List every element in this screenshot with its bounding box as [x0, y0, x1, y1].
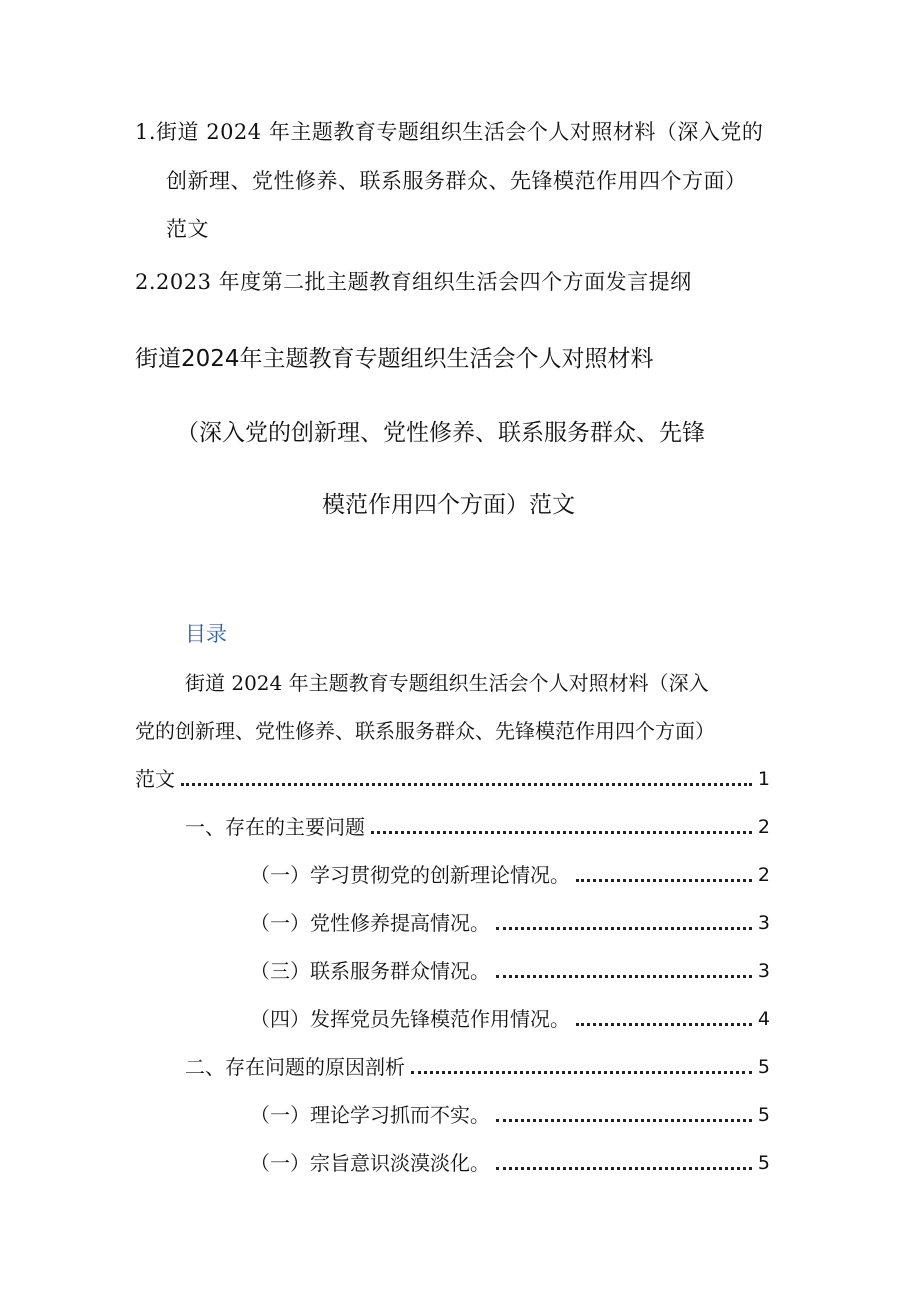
intro-item-1-line-3: 范文 [166, 217, 209, 241]
toc-entry[interactable] [185, 812, 770, 842]
toc-entry-label: （四）发挥党员先锋模范作用情况。 [250, 1007, 570, 1031]
toc-entry-label: 一、存在的主要问题 [185, 815, 365, 839]
toc-dot-leader [181, 782, 752, 786]
toc-entry-label: 二、存在问题的原因剖析 [185, 1055, 405, 1079]
toc-entry[interactable] [250, 908, 770, 938]
toc-heading: 目录 [185, 622, 227, 646]
toc-entry[interactable] [250, 1100, 770, 1130]
toc-entry-label: （一）宗旨意识淡漠淡化。 [250, 1151, 490, 1175]
toc-main-entry-line-3[interactable] [135, 764, 770, 794]
toc-page-number: 2 [757, 816, 770, 838]
toc-entry-label: （三）联系服务群众情况。 [250, 959, 490, 983]
intro-item-1-line-1: 1.街道 2024 年主题教育专题组织生活会个人对照材料（深入党的 [135, 120, 764, 144]
toc-dot-leader [411, 1070, 752, 1074]
toc-dot-leader [371, 830, 752, 834]
toc-entry-label: （一）党性修养提高情况。 [250, 911, 490, 935]
toc-dot-leader [496, 974, 752, 978]
toc-dot-leader [496, 1118, 752, 1122]
toc-entry-label: 范文 [135, 767, 175, 791]
intro-item-2-line-1: 2.2023 年度第二批主题教育组织生活会四个方面发言提纲 [135, 270, 692, 294]
toc-dot-leader [496, 1166, 752, 1170]
toc-page-number: 5 [757, 1056, 770, 1078]
document-title-line-3: 模范作用四个方面）范文 [322, 492, 575, 518]
toc-page-number: 2 [757, 864, 770, 886]
toc-entry[interactable] [250, 860, 770, 890]
toc-page-number: 5 [757, 1104, 770, 1126]
toc-page-number: 3 [757, 912, 770, 934]
toc-entry[interactable] [250, 1148, 770, 1178]
toc-entry-label: （一）学习贯彻党的创新理论情况。 [250, 863, 570, 887]
toc-dot-leader [576, 878, 752, 882]
toc-entry[interactable] [250, 1004, 770, 1034]
toc-page-number: 3 [757, 960, 770, 982]
intro-item-1-line-2: 创新理、党性修养、联系服务群众、先锋模范作用四个方面） [166, 169, 747, 193]
toc-dot-leader [496, 926, 752, 930]
toc-page-number: 5 [757, 1152, 770, 1174]
toc-page-number: 1 [757, 768, 770, 790]
toc-entry-label: （一）理论学习抓而不实。 [250, 1103, 490, 1127]
toc-main-entry-line-1: 街道 2024 年主题教育专题组织生活会个人对照材料（深入 [185, 671, 709, 695]
toc-page-number: 4 [757, 1008, 770, 1030]
toc-entry[interactable] [185, 1052, 770, 1082]
toc-dot-leader [576, 1022, 752, 1026]
document-title-line-1: 街道2024年主题教育专题组织生活会个人对照材料 [135, 346, 654, 372]
toc-main-entry-line-2: 党的创新理、党性修养、联系服务群众、先锋模范作用四个方面） [135, 719, 715, 743]
toc-entry[interactable] [250, 956, 770, 986]
document-title-line-2: （深入党的创新理、党性修养、联系服务群众、先锋 [176, 420, 705, 446]
